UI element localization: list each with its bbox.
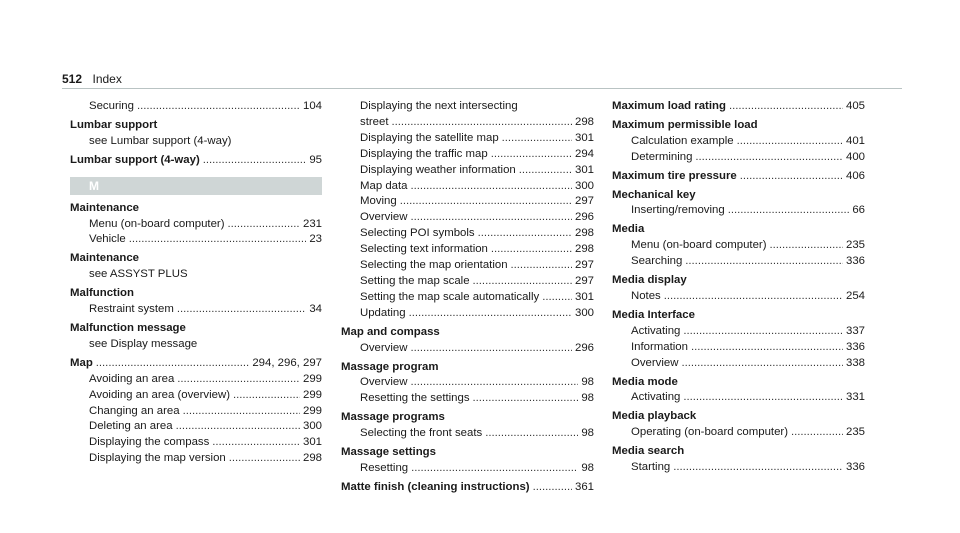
entry-label: Overview [360,341,408,354]
page-ref: 66 [852,204,865,217]
page-ref: 336 [845,340,865,353]
index-subentry[interactable] [341,242,594,258]
page-ref: 298 [302,452,322,465]
dot-leader [409,306,572,322]
index-entry [70,99,322,115]
see-reference[interactable]: see Lumbar support (4-way) [89,134,232,147]
index-heading: Massage program [341,360,439,373]
index-heading: Massage programs [341,411,445,424]
page-ref: 301 [574,290,594,303]
dot-leader [519,163,572,179]
dot-leader [212,435,300,451]
index-subentry[interactable] [612,425,865,441]
index-subentry[interactable] [341,461,594,477]
page-number: 512 [62,72,83,86]
dot-leader [533,480,572,496]
dot-leader [177,372,300,388]
entry-label: Moving [360,195,397,208]
index-subentry[interactable] [341,306,594,322]
entry-label: Map [70,356,93,369]
index-column-2 [341,99,594,499]
page-ref: 297 [574,274,594,287]
index-subentry[interactable] [612,254,865,270]
index-entry [612,118,865,166]
dot-leader [683,390,843,406]
entry-label: Displaying the satellite map [360,131,499,144]
dot-leader [770,238,843,254]
dot-leader [729,99,843,115]
index-entry [341,410,594,442]
entry-label: Notes [631,289,661,302]
entry-label: Operating (on-board computer) [631,426,789,439]
entry-label: Selecting text information [360,243,488,256]
index-subentry[interactable] [341,115,594,131]
index-heading: Map and compass [341,325,440,338]
index-entry [612,188,865,220]
index-subentry[interactable] [612,150,865,166]
entry-label: Maximum load rating [612,100,726,112]
index-entry [70,356,322,467]
entry-label: Setting the map scale [360,274,470,287]
index-subentry[interactable] [341,391,594,407]
entry-label: Changing an area [89,404,180,417]
index-subentry[interactable] [341,179,594,195]
index-subentry[interactable] [341,163,594,179]
dot-leader [473,391,579,407]
entry-label: Restraint system [89,303,174,316]
index-subentry[interactable] [70,232,322,248]
page-ref: 104 [302,100,322,112]
dot-leader [228,217,300,233]
index-heading: Media Interface [612,308,695,321]
index-subentry[interactable] [612,203,865,219]
entry-label: Information [631,340,688,353]
entry-label: Activating [631,324,681,337]
index-heading: Malfunction message [70,321,186,334]
entry-label: Vehicle [89,233,126,246]
index-entry [612,169,865,185]
index-subentry[interactable] [70,99,322,115]
index-entry [70,286,322,318]
index-entry [70,118,322,150]
page-ref: 300 [574,179,594,192]
dot-leader [491,147,572,163]
page-ref: 299 [302,388,322,401]
dot-leader [685,254,843,270]
page-ref: 337 [845,324,865,337]
dot-leader [683,324,843,340]
page-ref: 331 [845,391,865,404]
dot-leader [96,356,250,372]
index-heading: Maintenance [70,252,139,265]
index-subentry[interactable] [70,435,322,451]
index-subentry[interactable] [341,258,594,274]
page-ref: 34 [309,303,322,316]
index-heading: Mechanical key [612,188,696,201]
index-entry [341,360,594,408]
index-subentry[interactable] [70,451,322,467]
page-ref: 98 [581,392,594,405]
entry-label: Overview [360,376,408,389]
dot-leader [478,226,572,242]
see-reference[interactable]: see ASSYST PLUS [89,268,188,281]
index-entry [612,273,865,305]
section-title: Index [92,72,122,86]
dot-leader [177,302,307,318]
index-entry [341,99,594,322]
page-ref: 98 [581,376,594,389]
entry-label: Matte finish (cleaning instructions) [341,480,530,493]
dot-leader [203,153,307,169]
letter-divider: M [70,177,322,195]
page-ref: 300 [302,420,322,433]
index-heading: Media mode [612,375,678,388]
index-subentry[interactable] [612,324,865,340]
page-ref: 298 [574,243,594,256]
index-subentry[interactable] [612,356,865,372]
index-entry [70,153,322,169]
dot-leader [695,150,843,166]
dot-leader [502,131,572,147]
page-ref: 231 [302,217,322,230]
page-ref: 294, 296, 297 [252,356,322,369]
index-entry [612,222,865,270]
entry-label: Determining [631,150,693,163]
entry-label: Starting [631,461,671,474]
page-ref: 298 [574,115,594,128]
page-ref: 235 [845,426,865,439]
dot-leader [664,289,843,305]
entry-label: Updating [360,306,406,319]
index-subentry[interactable] [341,194,594,210]
dot-leader [791,425,843,441]
index-entry [612,308,865,372]
dot-leader [681,356,843,372]
entry-label: Avoiding an area (overview) [89,388,230,401]
index-subentry[interactable] [341,131,594,147]
page-ref: 98 [581,427,594,440]
entry-label: Selecting POI symbols [360,227,475,240]
index-subentry[interactable] [612,289,865,305]
page-ref: 297 [574,195,594,208]
index-subentry[interactable] [341,426,594,442]
dot-leader [411,461,578,477]
dot-leader [410,210,572,226]
entry-label: Activating [631,391,681,404]
index-heading-row[interactable] [612,99,865,115]
entry-label: Menu (on-board computer) [631,239,767,252]
entry-label: Map data [360,179,408,192]
entry-label: Deleting an area [89,420,173,433]
dot-leader [511,258,572,274]
index-heading: Malfunction [70,287,134,300]
index-entry [612,99,865,115]
dot-leader [485,426,578,442]
index-column-3 [612,99,865,479]
page-ref: 338 [845,356,865,369]
entry-label: Displaying the map version [89,452,226,465]
dot-leader [728,203,850,219]
index-heading-row[interactable] [70,153,322,169]
entry-label: Selecting the front seats [360,427,483,440]
index-heading: Media search [612,445,685,458]
entry-label: Resetting the settings [360,392,470,405]
index-entry [70,201,322,249]
dot-leader [229,451,300,467]
page-ref: 95 [309,153,322,166]
index-subentry[interactable] [70,404,322,420]
index-subentry[interactable] [70,302,322,318]
page-ref: 299 [302,372,322,385]
index-subentry[interactable] [341,290,594,306]
dot-leader [410,375,578,391]
dot-leader [673,460,843,476]
index-entry [341,325,594,357]
page-ref: 300 [574,306,594,319]
page-ref: 336 [845,461,865,474]
dot-leader [473,274,572,290]
index-heading: Maximum permissible load [612,118,758,131]
index-subentry[interactable] [341,341,594,357]
page-ref: 98 [581,461,594,474]
dot-leader [737,134,843,150]
dot-leader [542,290,572,306]
index-subentry[interactable] [612,460,865,476]
dot-leader [411,179,572,195]
index-subentry[interactable] [612,238,865,254]
entry-label: Displaying weather information [360,163,516,176]
index-heading: Media playback [612,410,697,423]
entry-label: Calculation example [631,134,734,147]
index-entry [70,321,322,353]
index-entry [341,480,594,496]
index-subentry[interactable] [70,217,322,233]
page-ref: 235 [845,239,865,252]
index-subentry[interactable] [70,388,322,404]
index-subentry[interactable] [341,147,594,163]
index-entry [70,251,322,283]
page-ref: 406 [845,169,865,182]
entry-label: Resetting [360,461,409,474]
index-subentry[interactable] [612,340,865,356]
entry-label: Securing [89,100,134,112]
index-subentry[interactable] [341,210,594,226]
page-ref: 361 [574,480,594,493]
page-ref: 296 [574,341,594,354]
dot-leader [129,232,307,248]
page-ref: 294 [574,147,594,160]
index-heading-row[interactable] [612,169,865,185]
entry-label: street [360,115,389,128]
index-subentry[interactable] [70,372,322,388]
dot-leader [410,341,572,357]
entry-label: Searching [631,255,683,268]
entry-label: Setting the map scale automatically [360,290,540,303]
index-heading: Massage settings [341,446,436,459]
index-subentry[interactable] [612,390,865,406]
index-entry [612,375,865,407]
entry-label: Displaying the compass [89,436,210,449]
index-heading: Media [612,223,645,236]
dot-leader [176,419,300,435]
page-ref: 401 [845,134,865,147]
page-ref: 301 [574,131,594,144]
page-ref: 298 [574,227,594,240]
entry-label: Overview [360,211,408,224]
dot-leader [491,242,572,258]
dot-leader [137,99,300,115]
entry-label: Avoiding an area [89,372,175,385]
entry-label: Overview [631,356,679,369]
dot-leader [691,340,843,356]
index-heading-row[interactable] [341,480,594,496]
page-ref: 301 [302,436,322,449]
index-subentry[interactable] [341,274,594,290]
page-ref: 336 [845,255,865,268]
index-subentry[interactable] [341,226,594,242]
dot-leader [392,115,572,131]
index-heading: Lumbar support [70,118,158,131]
entry-label: Selecting the map orientation [360,259,508,272]
entry-label: Inserting/removing [631,204,725,217]
index-subentry-text: Displaying the next intersecting [360,100,518,112]
see-reference[interactable]: see Display message [89,337,198,350]
dot-leader [183,404,300,420]
page-ref: 301 [574,163,594,176]
dot-leader [233,388,300,404]
dot-leader [400,194,572,210]
index-subentry[interactable] [341,375,594,391]
entry-label: Displaying the traffic map [360,147,488,160]
index-subentry[interactable] [70,419,322,435]
index-subentry[interactable] [612,134,865,150]
page-ref: 296 [574,211,594,224]
index-entry [341,445,594,477]
page-ref: 299 [302,404,322,417]
index-heading: Media display [612,274,687,287]
page-ref: 405 [845,100,865,112]
dot-leader [740,169,843,185]
page-ref: 254 [845,289,865,302]
page-ref: 297 [574,259,594,272]
page-ref: 23 [309,233,322,246]
index-entry [612,409,865,441]
page-ref: 400 [845,150,865,163]
index-heading-row[interactable] [70,356,322,372]
page-header [62,70,902,89]
index-heading: Maintenance [70,201,139,214]
index-entry [612,444,865,476]
index-column-1 [70,99,322,470]
entry-label: Maximum tire pressure [612,169,737,182]
entry-label: Lumbar support (4-way) [70,153,200,166]
entry-label: Menu (on-board computer) [89,217,225,230]
